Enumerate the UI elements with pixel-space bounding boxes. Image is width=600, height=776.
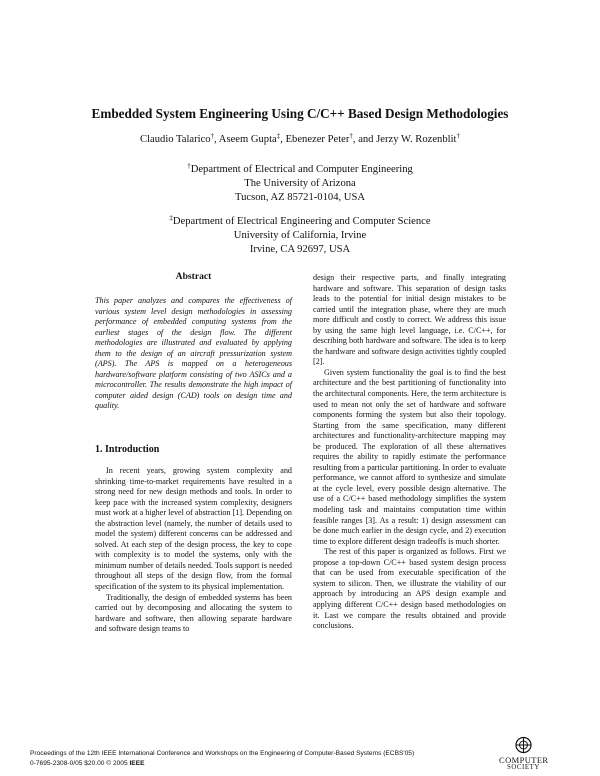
affiliation-line: The University of Arizona <box>244 178 356 189</box>
body-paragraph: The rest of this paper is organized as follows. First we propose a top-down C/C++ based system design process that can be used from executable specification of the system to silicon. Then, we illustrate the viability of our approach by introducing an APS design example and applying different C/C++ design based methodologies on it. Last we compare the results obtained and provide conclusions. <box>313 547 506 631</box>
body-paragraph: Traditionally, the design of embedded systems has been carried out by decomposing and allocating the system to hardware and software, then allowing separate hardware and software design teams to <box>95 592 292 634</box>
author-name: Aseem Gupta <box>218 134 277 145</box>
intro-body <box>95 466 292 635</box>
abstract-heading: Abstract <box>175 271 212 282</box>
author-mark: † <box>210 132 215 140</box>
logo-line-1: COMPUTER <box>499 755 549 765</box>
isbn-footer <box>30 759 145 768</box>
body-paragraph: Given system functionality the goal is to find the best architecture and the best partitioning of functionality into the architectural components. Here, the term architecture is used to mean not only the set of hardware and software components forming the system but also their topology. Starting from the same specification, many different architectures and functionality-architecture mapping may be produced. The exploration of all these alternatives requires the ability to rapidly estimate the performance resulting from a particular partitioning. In order to evaluate performance, we cannot afford to synthesize and simulate at the cycle level, every possible design alternative. The use of a C/C++ based methodology simplifies the system modeling task and maintains computation time within feasible ranges [3]. As a result: 1) design assessment can be done much earlier in the design cycle, and 2) execution time to explore different design tradeoffs is much shorter. <box>313 367 506 546</box>
paper-title: Embedded System Engineering Using C/C++ Based Design Methodologies <box>91 106 509 121</box>
ieee-wordmark: IEEE <box>129 760 145 767</box>
author-mark: † <box>349 132 353 140</box>
author-name: Jerzy W. Rozenblit <box>376 134 457 145</box>
author-separator: , <box>280 134 286 145</box>
right-column-body <box>313 273 506 632</box>
author-mark: ‡ <box>276 132 281 140</box>
affiliation-line <box>0 215 600 229</box>
computer-society-logo <box>493 736 553 772</box>
affiliation-line <box>0 163 600 177</box>
abstract-paragraph: This paper analyzes and compares the effectiveness of various system level design methodologies in assessing performance of embedded computing systems from the earliest stages of the design flow. The different methodologies are illustrated and evaluated by applying them to the design of an aircraft pressurization system (APS). The APS is mapped on a heterogeneous hardware/software platform consisting of two ASICs and a microcontroller. The results demonstrate the high impact of computer aided design (CAD) tools on design time and quality. <box>95 296 292 411</box>
section-heading: 1. Introduction <box>95 444 160 455</box>
author-name: Claudio Talarico <box>140 134 211 145</box>
abstract-body <box>95 296 292 412</box>
affiliation-line: University of California, Irvine <box>233 230 367 241</box>
body-paragraph: design their respective parts, and finally integrating hardware and software. This separation of design tasks leads to the potential for initial design mistakes to be carried until the integration phase, where they are much more difficult and costly to correct. We address this issue by using the same high level language, i.e. C/C++, for describing both hardware and software. The idea is to keep the hardware and software design activities tightly coupled [2]. <box>313 273 506 367</box>
author-separator: , <box>214 134 219 145</box>
logo-line-2: SOCIETY <box>507 764 540 771</box>
affiliation-department: Department of Electrical and Computer Engineering <box>190 164 413 175</box>
author-list <box>0 133 600 146</box>
author-mark: † <box>456 132 460 140</box>
affiliation-line: Irvine, CA 92697, USA <box>249 244 351 255</box>
affiliation-mark: ‡ <box>169 214 173 222</box>
author-name: Ebenezer Peter <box>285 134 350 145</box>
author-separator: , and <box>352 134 377 145</box>
proceedings-footer: Proceedings of the 12th IEEE International Conference and Workshops on the Engineering of Computer-Based Systems (ECBS'05) <box>30 750 415 757</box>
affiliation-line: Tucson, AZ 85721-0104, USA <box>235 192 365 203</box>
isbn-text: 0-7695-2308-0/05 $20.00 © 2005 <box>30 760 128 767</box>
affiliation-block <box>0 215 600 257</box>
affiliation-block <box>0 163 600 205</box>
computer-society-emblem-icon <box>515 736 532 754</box>
affiliation-department: Department of Electrical Engineering and Computer Science <box>172 216 431 227</box>
affiliation-mark: † <box>187 162 191 170</box>
body-paragraph: In recent years, growing system complexity and shrinking time-to-market requirements have resulted in a strong need for new design methods and tools. In order to keep pace with the increased system complexity, designers must work at a higher level of abstraction [1]. Depending on the abstraction level (namely, the number of details used to model the system) different concerns can be addressed and solved. At each step of the design process, the key to cope with complexity is to model the systems, only with the minimum number of details needed. Tools support is needed throughout all steps of the design flow, from the formal specification of the system to its physical implementation. <box>95 466 292 592</box>
